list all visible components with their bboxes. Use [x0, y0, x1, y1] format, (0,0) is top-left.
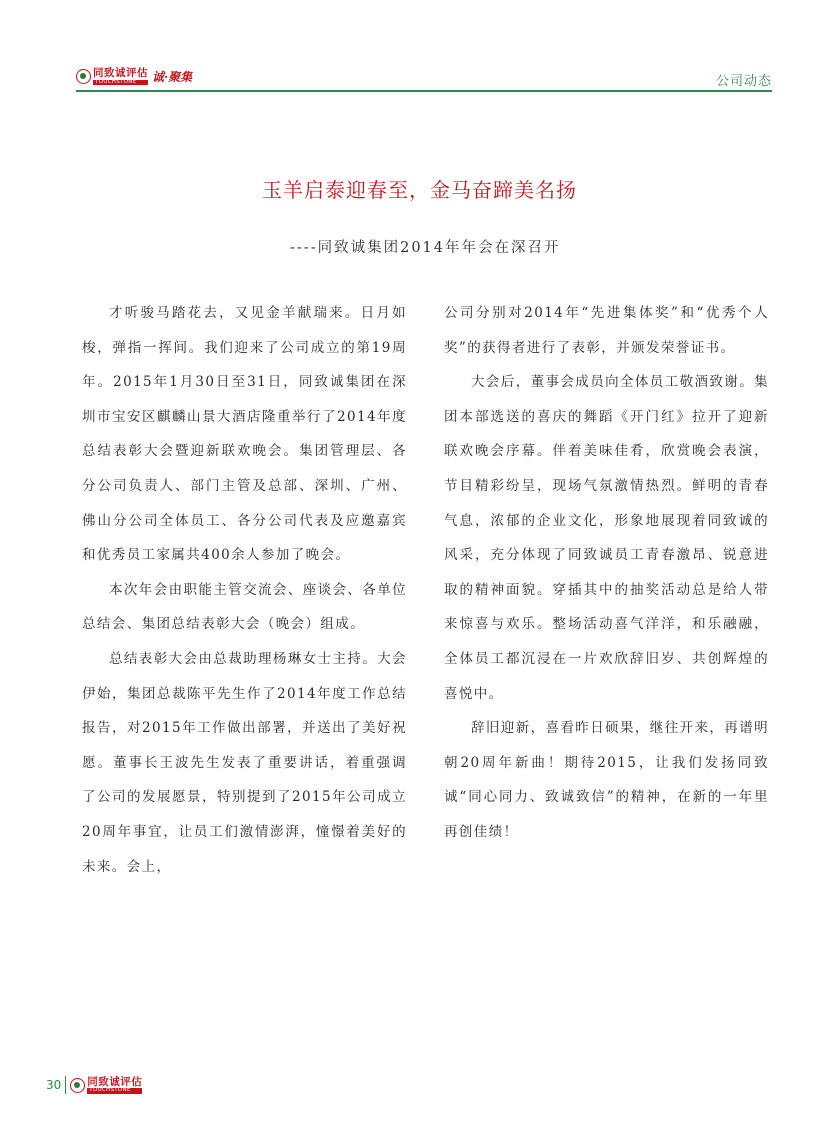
- footer-divider: [65, 1076, 66, 1094]
- right-column: [444, 296, 769, 850]
- page-footer: [46, 1076, 142, 1094]
- brand-name-cn: 同致诚评估: [93, 67, 148, 79]
- logo-icon: [70, 1078, 85, 1093]
- paragraph: 总结表彰大会由总裁助理杨琳女士主持。大会伊始，集团总裁陈平先生作了2014年度工作总结报告，对2015年工作做出部署，并送出了美好祝愿。董事长王波先生发表了重要讲话，着重强调了公司的发展愿景，特别提到了2015年公司成立20周年事宜，让员工们激情澎湃，憧憬着美好的未来。会上，: [82, 650, 407, 875]
- paragraph: 才听骏马踏花去，又见金羊献瑞来。日月如梭，弹指一挥间。我们迎来了公司成立的第19周年。2015年1月30日至31日，同致诚集团在深圳市宝安区麒麟山景大酒店隆重举行了2014年度总结表彰大会暨迎新联欢晚会。集团管理层、各分公司负责人、部门主管及总部、深圳、广州、佛山分公司全体员工、各分公司代表及应邀嘉宾和优秀员工家属共400余人参加了晚会。: [82, 305, 407, 564]
- brand-logo: [76, 68, 192, 85]
- header-divider: [76, 90, 772, 92]
- brand-slogan: 诚·聚集: [152, 70, 193, 84]
- footer-brand-name-cn: 同致诚评估: [87, 1075, 143, 1088]
- paragraph: 本次年会由职能主管交流会、座谈会、各单位总结会、集团总结表彰大会（晚会）组成。: [82, 581, 407, 633]
- section-label: 公司动态: [715, 74, 772, 89]
- paragraph-continued: 公司分别对2014年“先进集体奖”和“优秀个人奖”的获得者进行了表彰，并颁发荣誉证书。: [444, 305, 769, 356]
- logo-icon: [76, 69, 91, 84]
- page-header: [76, 66, 772, 88]
- article-subtitle: ----同致诚集团2014年年会在深召开: [290, 240, 561, 256]
- footer-brand-name-en: TOUCHSTONE: [87, 1088, 142, 1094]
- paragraph: 辞旧迎新，喜看昨日硕果，继往开来，再谱明朝20周年新曲！期待2015，让我们发扬同致诚“同心同力、致诚致信”的精神，在新的一年里再创佳绩！: [444, 720, 769, 840]
- page-number: 30: [46, 1078, 62, 1092]
- brand-name-en: TOUCHSTONE: [93, 80, 148, 86]
- footer-brand: [87, 1077, 142, 1094]
- left-column: [82, 296, 407, 884]
- article-title: 玉羊启泰迎春至，金马奋蹄美名扬: [262, 178, 577, 202]
- paragraph: 大会后，董事会成员向全体员工敬酒致谢。集团本部选送的喜庆的舞蹈《开门红》拉开了迎新联欢晚会序幕。伴着美味佳肴，欣赏晚会表演，节目精彩纷呈，现场气氛激情热烈。鲜明的青春气息，浓郁的企业文化，形象地展现着同致诚的风采，充分体现了同致诚员工青春激昂、锐意进取的精神面貌。穿插其中的抽奖活动总是给人带来惊喜与欢乐。整场活动喜气洋洋，和乐融融，全体员工都沉浸在一片欢欣辞旧岁、共创辉煌的喜悦中。: [444, 374, 769, 702]
